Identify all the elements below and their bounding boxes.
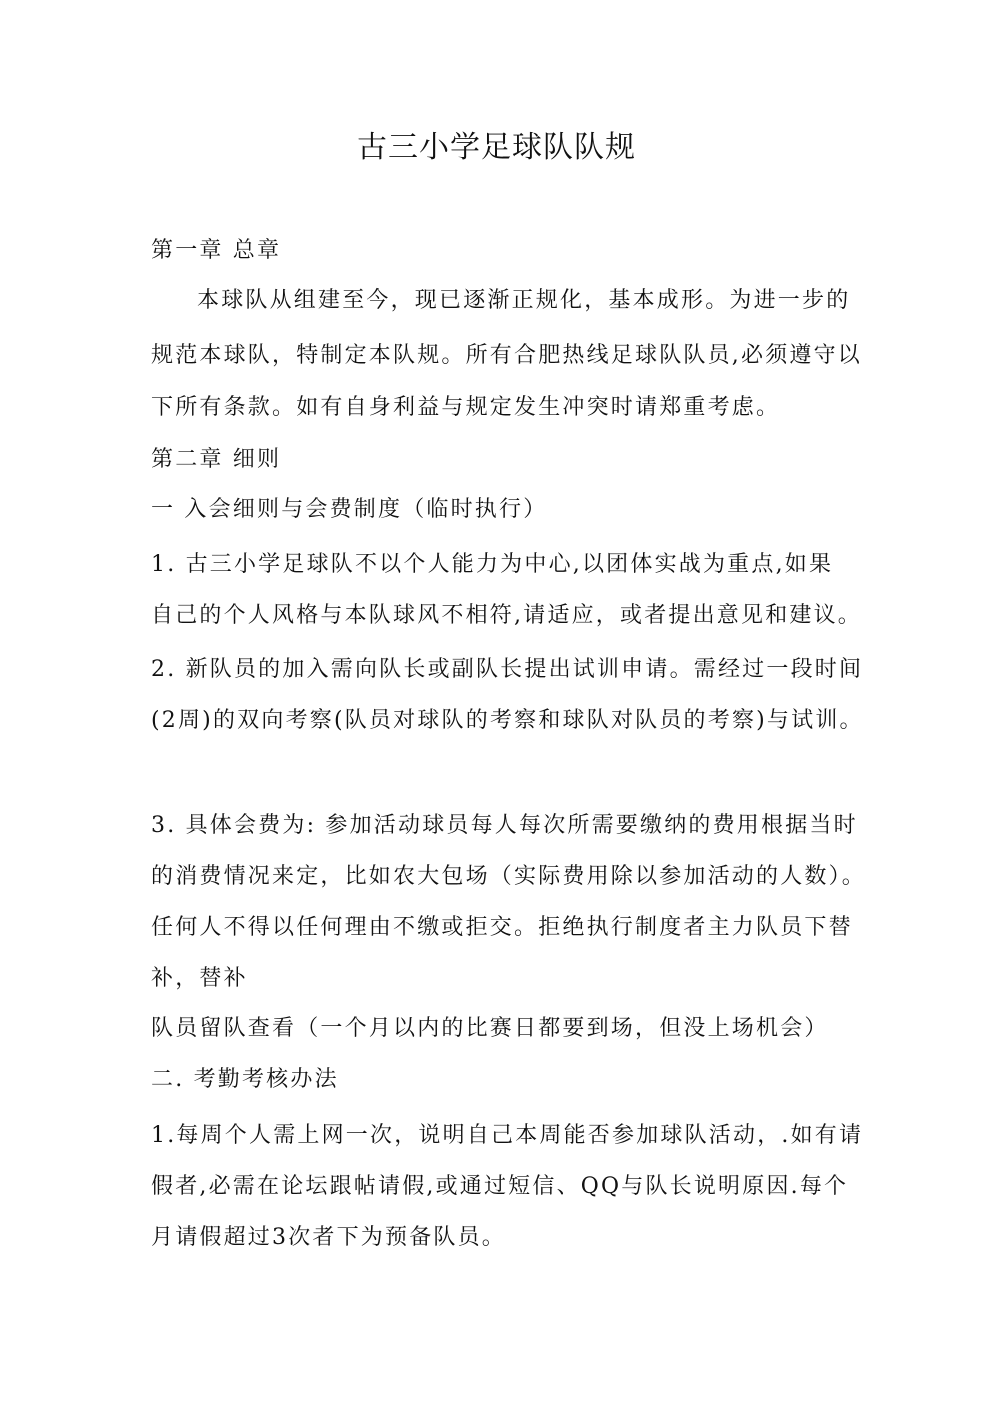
paragraph-line: 月请假超过3次者下为预备队员。 [151,1225,506,1250]
paragraph-line: 1.每周个人需上网一次，说明自己本周能否参加球队活动，.如有请 [151,1123,864,1148]
paragraph-line: 2. 新队员的加入需向队长或副队长提出试训申请。需经过一段时间 [151,657,864,682]
paragraph-line: 1. 古三小学足球队不以个人能力为中心,以团体实战为重点,如果 [151,552,834,577]
paragraph-line: 下所有条款。如有自身利益与规定发生冲突时请郑重考虑。 [151,395,781,420]
chapter-heading: 第二章 细则 [151,447,282,472]
paragraph-line: 队员留队查看（一个月以内的比赛日都要到场，但没上场机会） [151,1016,829,1041]
paragraph-line: 假者,必需在论坛跟帖请假,或通过短信、QQ与队长说明原因.每个 [151,1174,849,1199]
paragraph-line: 规范本球队，特制定本队规。所有合肥热线足球队队员,必须遵守以 [151,343,862,368]
paragraph-line: 自己的个人风格与本队球风不相符,请适应，或者提出意见和建议。 [151,603,862,628]
paragraph-line: 本球队从组建至今，现已逐渐正规化，基本成形。为进一步的 [197,288,851,313]
document-title: 古三小学足球队队规 [357,130,636,165]
section-heading: 一 入会细则与会费制度（临时执行） [151,497,548,522]
chapter-heading: 第一章 总章 [151,238,282,263]
paragraph-line: 3. 具体会费为: 参加活动球员每人每次所需要缴纳的费用根据当时 [151,813,858,838]
paragraph-line: 补，替补 [151,966,248,991]
section-heading: 二. 考勤考核办法 [151,1067,339,1092]
paragraph-line: 任何人不得以任何理由不缴或拒交。拒绝执行制度者主力队员下替 [151,915,853,940]
paragraph-line: 的消费情况来定，比如农大包场（实际费用除以参加活动的人数）。 [151,864,867,889]
paragraph-line: (2周)的双向考察(队员对球队的考察和球队对队员的考察)与试训。 [151,708,864,733]
